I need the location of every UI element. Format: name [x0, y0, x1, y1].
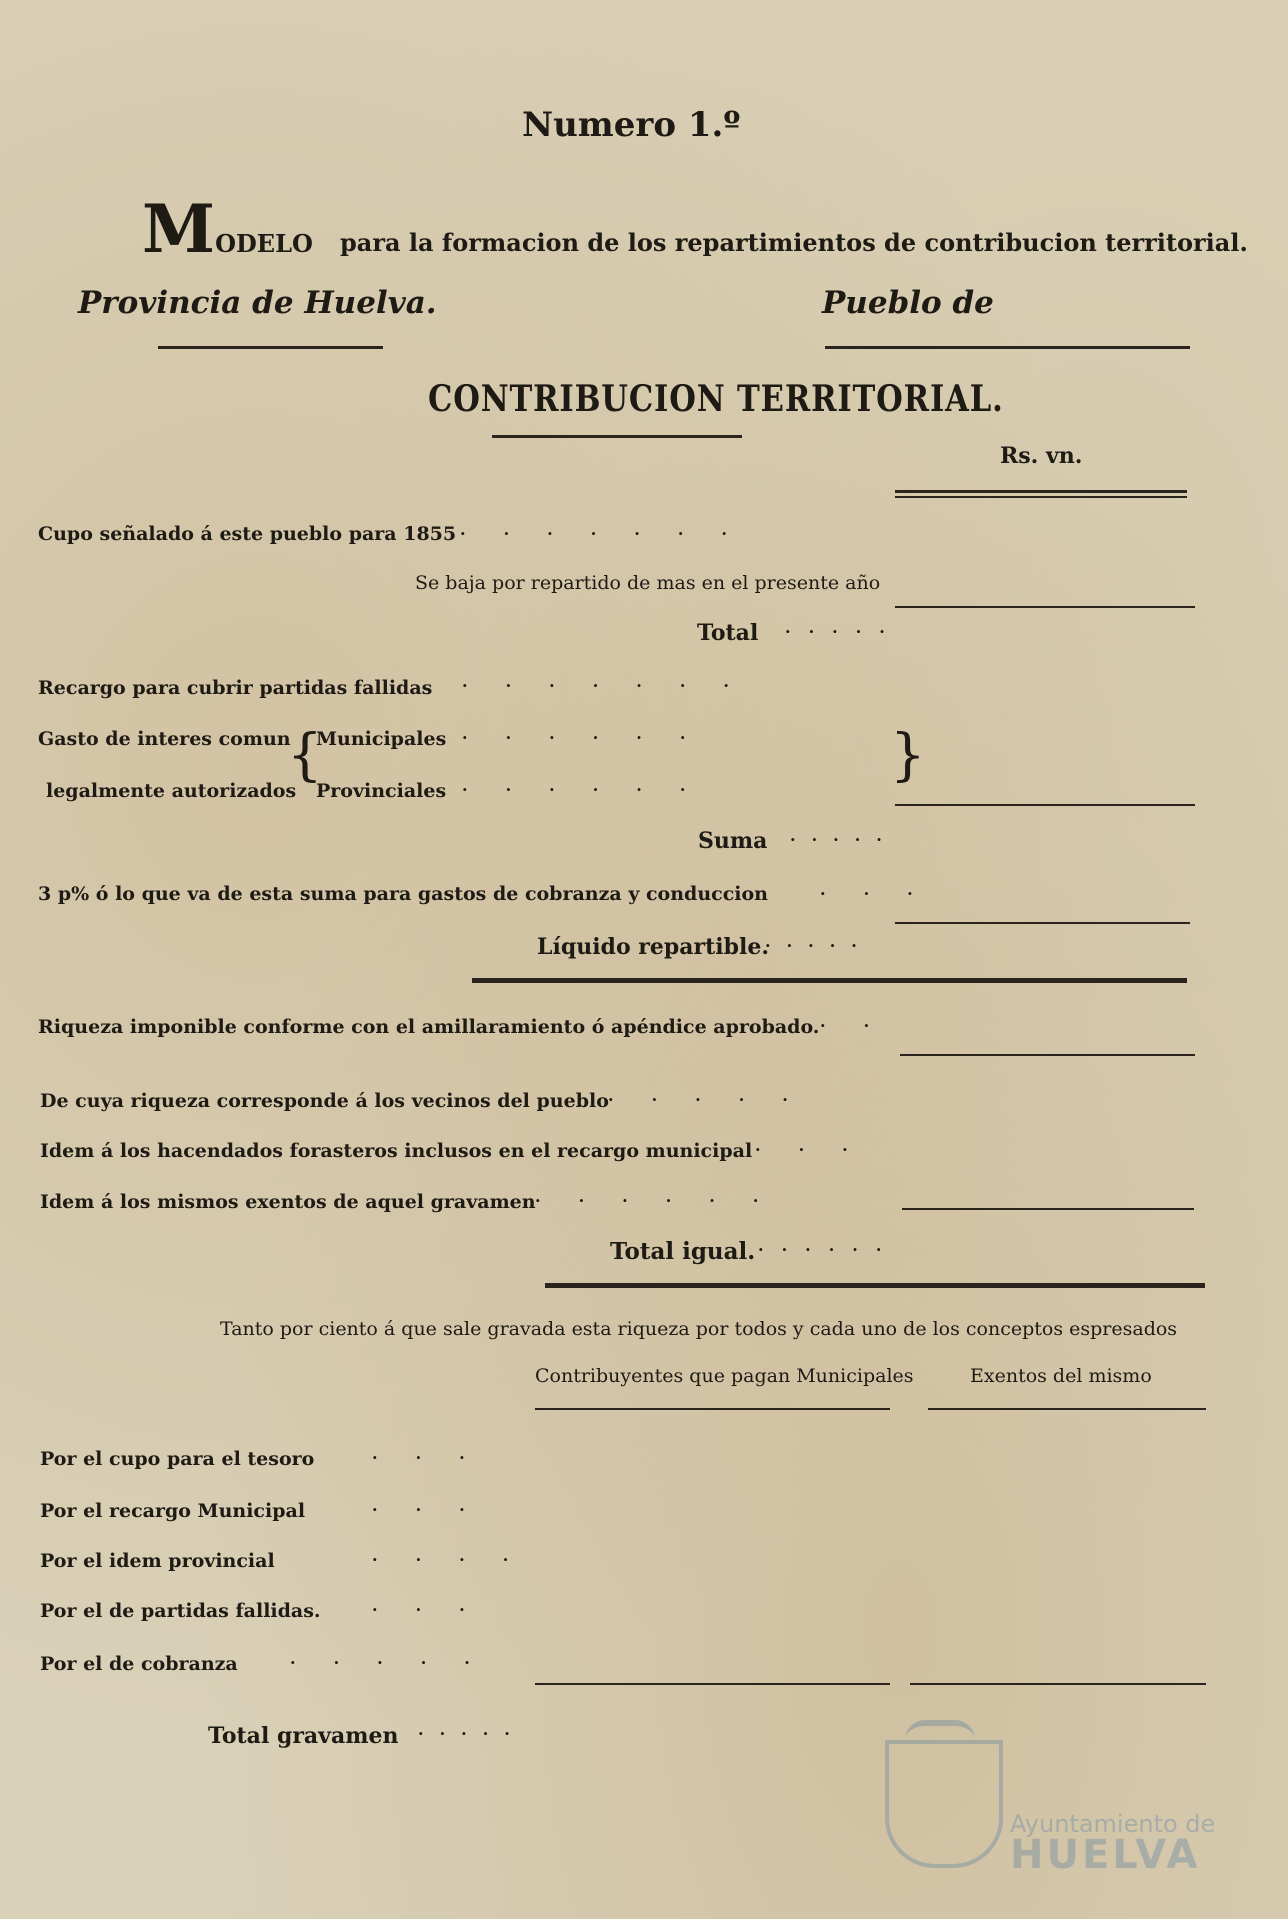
- row-de-cuya: De cuya riqueza corresponde á los vecinos del pueblo: [40, 1090, 609, 1112]
- modelo-heading: [142, 190, 313, 268]
- leader-dots: ..: [820, 1012, 908, 1031]
- currency-header: Rs. vn.: [1000, 443, 1083, 469]
- section-title: CONTRIBUCION TERRITORIAL.: [428, 378, 1004, 420]
- rule-liquido: [472, 978, 1187, 983]
- row-total-igual: Total igual.: [610, 1238, 756, 1265]
- row-por-cupo: Por el cupo para el tesoro: [40, 1448, 315, 1470]
- leader-dots: ...: [372, 1596, 503, 1615]
- rule-se-baja: [895, 606, 1195, 608]
- pueblo-label: Pueblo de: [822, 285, 994, 321]
- ayuntamiento-logo: [875, 1720, 1216, 1878]
- brace-left: {: [287, 723, 323, 788]
- row-se-baja: Se baja por repartido de mas en el presente año: [415, 572, 881, 594]
- row-gasto-2: legalmente autorizados: [46, 780, 297, 802]
- section-rule: [492, 435, 742, 438]
- leader-dots: .....: [608, 1086, 826, 1105]
- rule-col-exentos: [928, 1408, 1206, 1410]
- rule-por-contribuyentes: [535, 1683, 890, 1685]
- leader-dots: ...: [755, 1136, 886, 1155]
- leader-dots: .....: [790, 826, 898, 845]
- leader-dots: ......: [758, 1236, 900, 1255]
- row-por-partidas: Por el de partidas fallidas.: [40, 1600, 321, 1622]
- rule-riqueza: [900, 1054, 1195, 1056]
- rule-tres-pct: [895, 922, 1190, 924]
- brace-right: }: [890, 723, 926, 788]
- modelo-text: para la formacion de los repartimientos de contribucion territorial.: [340, 228, 1248, 257]
- rule-col-contribuyentes: [535, 1408, 890, 1410]
- rule-idem-exentos: [902, 1208, 1194, 1210]
- leader-dots: ......: [535, 1187, 797, 1206]
- leader-dots: .....: [418, 1720, 526, 1739]
- leader-dots: ....: [372, 1546, 547, 1565]
- row-liquido: Líquido repartible.: [537, 934, 770, 960]
- row-total: Total: [697, 620, 759, 646]
- leader-dots: ......: [462, 724, 724, 743]
- col-exentos: Exentos del mismo: [970, 1365, 1152, 1387]
- row-recargo: Recargo para cubrir partidas fallidas: [38, 677, 433, 699]
- currency-rule: [895, 490, 1187, 493]
- shield-icon: [885, 1740, 1003, 1868]
- leader-dots: ...: [820, 880, 951, 899]
- rule-total-igual: [545, 1283, 1205, 1288]
- leader-dots: .....: [765, 932, 873, 951]
- rule-por-exentos: [910, 1683, 1206, 1685]
- row-suma: Suma: [698, 828, 768, 854]
- row-total-gravamen: Total gravamen: [208, 1723, 399, 1749]
- modelo-initial: M: [142, 190, 216, 268]
- row-municipales: Municipales: [316, 728, 447, 750]
- leader-dots: ...: [372, 1496, 503, 1515]
- leader-dots: .....: [290, 1649, 508, 1668]
- row-idem-hacendados: Idem á los hacendados forasteros inclusos en el recargo municipal: [40, 1140, 753, 1162]
- currency-rule-2: [895, 496, 1187, 498]
- leader-dots: .......: [460, 520, 765, 539]
- leader-dots: ......: [462, 776, 724, 795]
- leader-dots: .......: [462, 672, 767, 691]
- row-cupo: Cupo señalado á este pueblo para 1855: [38, 523, 457, 545]
- row-gasto-1: Gasto de interes comun: [38, 728, 291, 750]
- watermark-line2: HUELVA: [1010, 1832, 1201, 1878]
- row-tres-pct: 3 p% ó lo que va de esta suma para gastos de cobranza y conduccion: [38, 883, 768, 905]
- col-contribuyentes: Contribuyentes que pagan Municipales: [535, 1365, 914, 1387]
- leader-dots: ...: [372, 1444, 503, 1463]
- watermark-line1: Ayuntamiento de: [1010, 1810, 1216, 1838]
- leader-dots: .....: [785, 618, 903, 637]
- pueblo-rule: [825, 346, 1190, 349]
- row-riqueza: Riqueza imponible conforme con el amillaramiento ó apéndice aprobado.: [38, 1016, 820, 1038]
- provincia-label: Provincia de Huelva.: [78, 285, 437, 321]
- provincia-rule: [158, 346, 383, 349]
- modelo-rest: ODELO: [215, 229, 313, 258]
- document-number: Numero 1.º: [522, 105, 741, 145]
- row-por-recargo: Por el recargo Municipal: [40, 1500, 306, 1522]
- row-por-idem: Por el idem provincial: [40, 1550, 275, 1572]
- row-provinciales: Provinciales: [316, 780, 447, 802]
- rule-gastos: [895, 804, 1195, 806]
- row-idem-exentos: Idem á los mismos exentos de aquel gravamen: [40, 1191, 536, 1213]
- row-tanto: Tanto por ciento á que sale gravada esta riqueza por todos y cada uno de los conceptos espresados: [220, 1318, 1178, 1340]
- row-por-cobranza: Por el de cobranza: [40, 1653, 238, 1675]
